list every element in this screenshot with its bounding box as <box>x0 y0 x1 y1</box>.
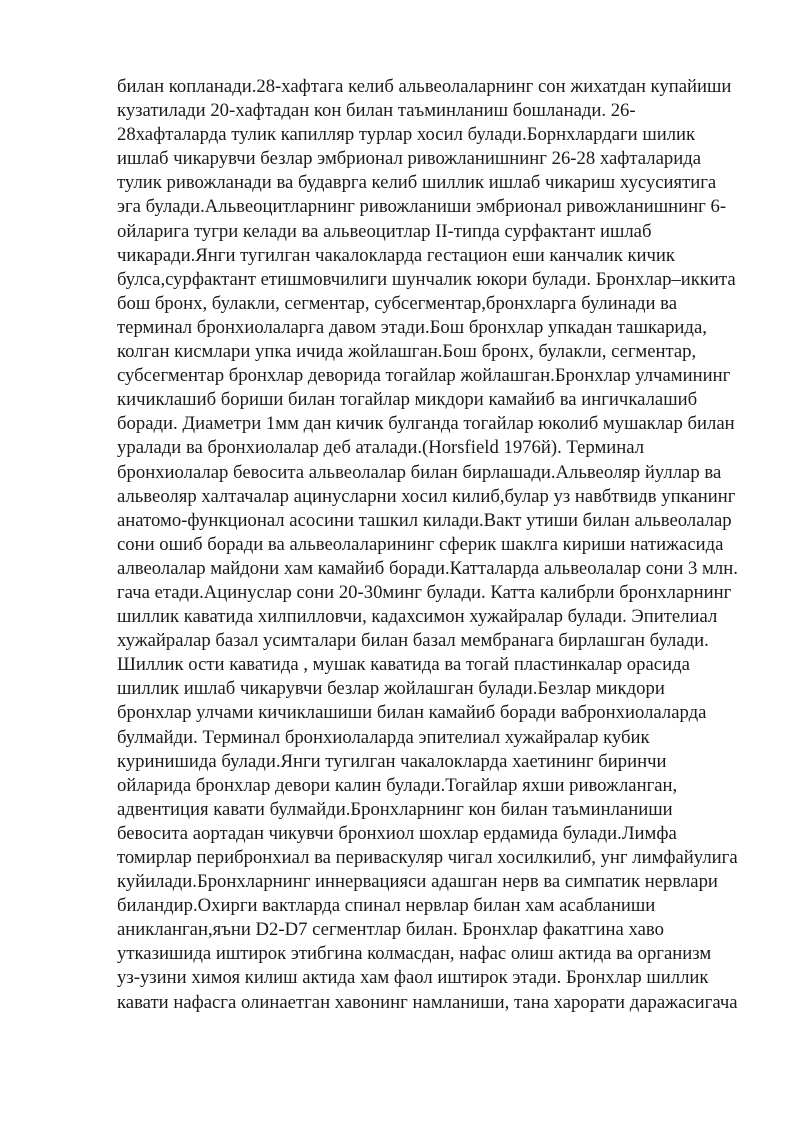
text-line: бронхиолалар бевосита альвеолалар билан бирлашади.Альвеоляр йуллар ва <box>117 461 722 483</box>
text-line: булса,сурфактант етишмовчилиги шунчалик юкори булади. Бронхлар–иккита <box>117 268 736 290</box>
text-line: тулик ривожланади ва будаврга келиб шиллик ишлаб чикариш хусусиятига <box>117 172 717 194</box>
text-line: томирлар перибронхиал ва периваскуляр чигал хосилкилиб, унг лимфайулига <box>117 847 738 868</box>
text-line: ишлаб чикарувчи безлар эмбрионал ривожланишнинг 26-28 хафталарида <box>117 148 702 170</box>
text-line: ойларида бронхлар девори калин булади.Тогайлар яхши ривожланган, <box>117 774 678 796</box>
text-line: кавати нафасга олинаетган хавонинг намланиши, тана харорати даражасигача <box>117 991 738 1013</box>
text-line: гача етади.Ацинуслар сони 20-30минг булади. Катта калибрли бронхларнинг <box>117 581 732 603</box>
text-line: куринишида булади.Янги тугилган чакалокларда хаетининг биринчи <box>117 750 667 772</box>
text-line: 28хафталарда тулик капилляр турлар хосил булади.Борнхлардаги шилик <box>117 124 696 146</box>
text-line: ойларига тугри келади ва альвеоцитлар II-типда сурфактант ишлаб <box>117 220 652 242</box>
text-line: алвеолалар майдони хам камайиб боради.Катталарда альвеолалар сони 3 млн. <box>117 557 738 579</box>
text-line: адвентиция кавати булмайди.Бронхларнинг кон билан таъминланиши <box>117 798 673 820</box>
text-line: булмайди. Терминал бронхиолаларда эпителиал хужайралар кубик <box>117 726 650 748</box>
text-line: чикаради.Янги тугилган чакалокларда гестацион еши канчалик кичик <box>117 244 676 266</box>
text-line: боради. Диаметри 1мм дан кичик булганда тогайлар юколиб мушаклар билан <box>117 413 735 435</box>
text-line: уралади ва бронхиолалар деб аталади.(Horsfield 1976й). Терминал <box>117 437 645 459</box>
text-line: биландир.Охирги вактларда спинал нервлар билан хам асабланиши <box>117 895 656 917</box>
text-line: Шиллик ости каватида , мушак каватида ва тогай пластинкалар орасида <box>117 654 690 676</box>
text-line: сони ошиб боради ва альвеолаларининг сферик шаклга кириши натижасида <box>117 533 724 555</box>
text-line: утказишида иштирок этибгина колмасдан, нафас олиш актида ва организм <box>117 943 712 965</box>
text-line: субсегментар бронхлар деворида тогайлар жойлашган.Бронхлар улчамининг <box>117 365 731 387</box>
text-line: терминал бронхиолаларга давом этади.Бош бронхлар упкадан ташкарида, <box>117 316 707 338</box>
text-line: шиллик ишлаб чикарувчи безлар жойлашган булади.Безлар микдори <box>117 678 665 700</box>
body-text <box>117 75 747 1015</box>
text-line: уз-узини химоя килиш актида хам фаол иштирок этади. Бронхлар шиллик <box>117 967 709 989</box>
text-line: билан копланади.28-хафтага келиб альвеолаларнинг сон жихатдан купайиши <box>117 76 732 97</box>
text-line: колган кисмлари упка ичида жойлашган.Бош бронх, булакли, сегментар, <box>117 341 697 363</box>
text-line: бронхлар улчами кичиклашиши билан камайиб боради вабронхиолаларда <box>117 702 707 724</box>
text-line: хужайралар базал усимталари билан базал мембранага бирлашган булади. <box>117 630 709 652</box>
text-line: аникланган,яъни D2-D7 сегментлар билан. Бронхлар факатгина хаво <box>117 919 664 941</box>
text-line: эга булади.Альвеоцитларнинг ривожланиши эмбрионал ривожланишнинг 6- <box>117 196 727 218</box>
text-line: альвеоляр халтачалар ацинусларни хосил килиб,булар уз навбтвидв упканинг <box>117 485 736 507</box>
text-line: шиллик каватида хилпилловчи, кадахсимон хужайралар булади. Эпителиал <box>117 606 718 628</box>
text-line: куйилади.Бронхларнинг иннервацияси адашган нерв ва симпатик нервлари <box>117 871 718 893</box>
text-line: кичиклашиб бориши билан тогайлар микдори камайиб ва ингичкалашиб <box>117 389 698 411</box>
text-line: бевосита аортадан чикувчи бронхиол шохлар ердамида булади.Лимфа <box>117 822 677 844</box>
text-line: кузатилади 20-хафтадан кон билан таъминланиш бошланади. 26- <box>117 100 636 122</box>
text-line: бош бронх, булакли, сегментар, субсегментар,бронхларга булинади ва <box>117 292 678 314</box>
text-line: анатомо-функционал асосини ташкил килади.Вакт утиши билан альвеолалар <box>117 509 732 531</box>
